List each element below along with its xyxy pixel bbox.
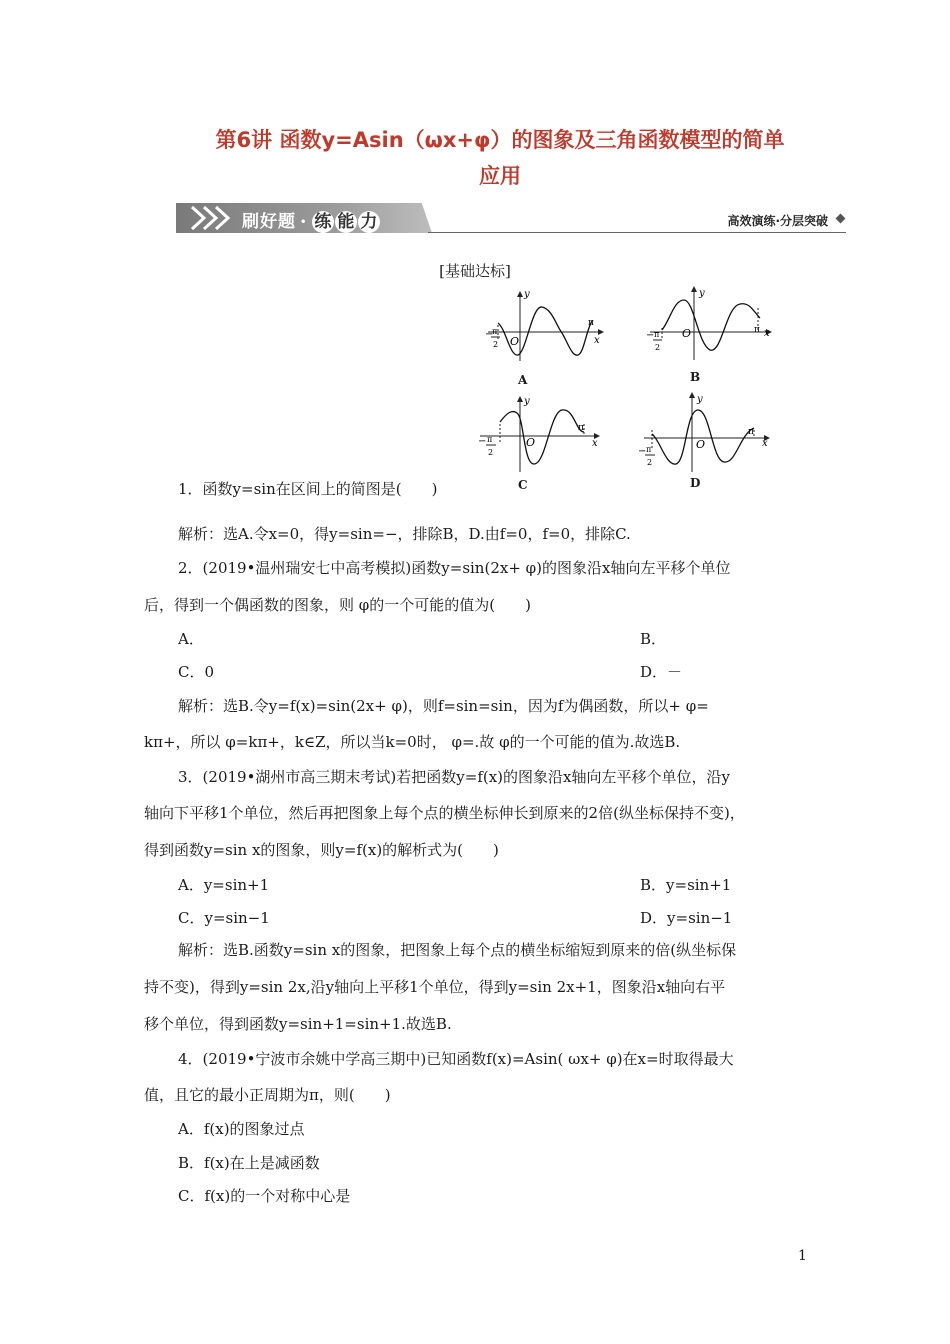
- option-2c: C．0: [178, 663, 215, 681]
- question-1: 1．函数y=sin在区间上的简图是( ): [178, 480, 438, 498]
- svg-text:x: x: [592, 438, 598, 449]
- svg-text:−: −: [646, 330, 655, 341]
- graph-b: [640, 282, 780, 384]
- diamond-icon: [836, 214, 846, 224]
- banner-title: 刷好题 • 练 能 力: [242, 212, 379, 232]
- svg-text:−: −: [485, 329, 494, 340]
- svg-text:y: y: [697, 394, 703, 405]
- answer-1: 解析：选A.令x=0，得y=sin=−，排除B，D.由f=0，f=0，排除C.: [178, 525, 631, 543]
- graph-caption-b: B: [690, 370, 701, 384]
- question-3-cont2: 得到函数y=sin x的图象，则y=f(x)的解析式为( ): [144, 841, 499, 859]
- svg-text:y: y: [699, 288, 705, 299]
- svg-text:y: y: [524, 289, 530, 300]
- graph-a: [484, 285, 614, 387]
- svg-text:2: 2: [647, 458, 653, 467]
- question-2-cont: 后，得到一个偶函数的图象，则 φ的一个可能的值为( ): [144, 596, 531, 614]
- question-2: 2．(2019•温州瑞安七中高考模拟)函数y=sin(2x+ φ)的图象沿x轴向左平移个单位: [178, 559, 731, 577]
- svg-text:O: O: [682, 327, 692, 340]
- question-4-cont: 值，且它的最小正周期为π，则( ): [144, 1086, 391, 1104]
- option-3a: A．y=sin+1: [178, 876, 270, 894]
- svg-text:π: π: [654, 330, 660, 339]
- question-3: 3．(2019•湖州市高三期末考试)若把函数y=f(x)的图象沿x轴向左平移个单位，沿y: [178, 768, 730, 786]
- page-title: 第6讲 函数y=Asin（ωx+φ）的图象及三角函数模型的简单: [215, 128, 785, 152]
- svg-text:π: π: [754, 325, 760, 335]
- graph-a-plot: [484, 285, 614, 365]
- answer-3-cont1: 持不变)，得到y=sin 2x,沿y轴向上平移1个单位，得到y=sin 2x+1，图象沿x轴向右平: [144, 978, 726, 996]
- page-title-line2: 应用: [479, 164, 521, 188]
- graph-c: [476, 392, 606, 492]
- svg-text:π: π: [588, 318, 594, 328]
- svg-text:−: −: [478, 436, 487, 447]
- option-4b: B．f(x)在上是减函数: [178, 1154, 320, 1172]
- option-3c: C．y=sin−1: [178, 909, 270, 927]
- graph-d-plot: [636, 390, 776, 474]
- page-number: 1: [798, 1248, 807, 1264]
- graph-c-plot: [476, 392, 606, 474]
- option-4a: A．f(x)的图象过点: [178, 1120, 305, 1138]
- banner-rule: [428, 232, 846, 233]
- svg-text:O: O: [526, 436, 536, 449]
- graph-caption-a: A: [518, 373, 528, 387]
- option-2b: B．: [640, 630, 667, 648]
- svg-text:π: π: [578, 423, 584, 433]
- graph-caption-c: C: [518, 478, 528, 492]
- svg-text:x: x: [764, 328, 770, 339]
- option-4c: C．f(x)的一个对称中心是: [178, 1187, 351, 1205]
- svg-text:2: 2: [493, 340, 499, 349]
- answer-3: 解析：选B.函数y=sin x的图象，把图象上每个点的横坐标缩短到原来的倍(纵坐标保: [178, 941, 737, 959]
- svg-text:O: O: [510, 335, 520, 348]
- svg-text:x: x: [762, 438, 768, 449]
- option-3d: D．y=sin−1: [640, 909, 733, 927]
- option-3b: B．y=sin+1: [640, 876, 732, 894]
- svg-text:π: π: [492, 327, 498, 336]
- svg-text:π: π: [748, 427, 754, 437]
- section-banner: [176, 201, 846, 235]
- svg-text:O: O: [696, 438, 706, 451]
- question-3-cont1: 轴向下平移1个单位，然后再把图象上每个点的横坐标伸长到原来的2倍(纵坐标保持不变)，: [144, 804, 745, 822]
- svg-text:x: x: [594, 335, 600, 346]
- svg-text:2: 2: [488, 448, 494, 457]
- chevron-right-icon: [190, 205, 238, 231]
- svg-text:2: 2: [655, 343, 661, 352]
- banner-subtitle: 高效演练·分层突破: [727, 214, 828, 228]
- option-2d: D．－: [640, 663, 683, 681]
- graph-d: [636, 390, 776, 490]
- graph-caption-d: D: [690, 476, 701, 490]
- svg-text:−: −: [638, 446, 647, 457]
- question-4: 4．(2019•宁波市余姚中学高三期中)已知函数f(x)=Asin( ωx+ φ)在x=时取得最大: [178, 1050, 734, 1068]
- svg-text:π: π: [487, 435, 493, 444]
- option-2a: A．: [178, 630, 204, 648]
- answer-2-cont: kπ+，所以 φ=kπ+，k∈Z，所以当k=0时， φ=.故 φ的一个可能的值为.故选B.: [144, 733, 681, 751]
- section-label: [基础达标]: [439, 262, 511, 280]
- answer-2: 解析：选B.令y=f(x)=sin(2x+ φ)，则f=sin=sin，因为f为偶函数，所以+ φ=: [178, 697, 709, 715]
- svg-text:y: y: [524, 396, 530, 407]
- answer-3-cont2: 移个单位，得到函数y=sin+1=sin+1.故选B.: [144, 1015, 452, 1033]
- graph-b-plot: [640, 282, 780, 362]
- svg-text:π: π: [646, 445, 652, 454]
